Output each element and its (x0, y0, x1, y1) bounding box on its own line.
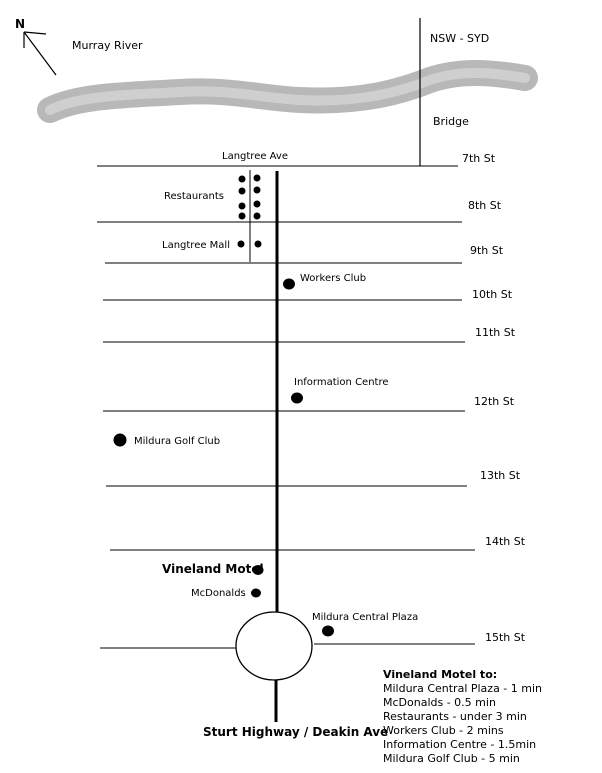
street-label-8th: 8th St (468, 199, 502, 212)
bridge-label: Bridge (433, 115, 469, 128)
mcdonalds-label: McDonalds (191, 588, 246, 599)
compass-north-label: N (15, 17, 26, 31)
street-label-14th: 14th St (485, 535, 526, 548)
legend-line: Mildura Golf Club - 5 min (383, 752, 520, 765)
legend-line: Information Centre - 1.5min (383, 738, 537, 751)
legend-line: Workers Club - 2 mins (383, 724, 504, 737)
workers-club-label: Workers Club (300, 273, 367, 284)
restaurant-dot (239, 176, 246, 183)
compass-arrow-head-right (24, 32, 46, 34)
restaurant-dot (239, 213, 246, 220)
restaurant-dot (254, 175, 261, 182)
direction-label: NSW - SYD (430, 32, 490, 45)
street-label-9th: 9th St (470, 244, 504, 257)
motel-label: Vineland Motel (162, 562, 264, 576)
legend-line: Mildura Central Plaza - 1 min (383, 682, 543, 695)
mall-dot (255, 241, 262, 248)
highway-label: Sturt Highway / Deakin Ave (203, 725, 389, 739)
river-label: Murray River (72, 39, 143, 52)
central-plaza-marker (322, 626, 334, 637)
mall-dot (238, 241, 245, 248)
langtree-mall-label: Langtree Mall (162, 240, 230, 251)
mcdonalds-marker (251, 589, 261, 598)
restaurant-dot (239, 203, 246, 210)
legend-line: McDonalds - 0.5 min (383, 696, 496, 709)
workers-club-marker (283, 279, 295, 290)
golf-club-marker (114, 434, 127, 447)
legend-line: Restaurants - under 3 min (383, 710, 527, 723)
information-centre-marker (291, 393, 303, 404)
street-label-15th: 15th St (485, 631, 526, 644)
restaurant-dot (239, 188, 246, 195)
compass-arrow-shaft (24, 32, 56, 75)
legend-title: Vineland Motel to: (383, 668, 498, 681)
information-centre-label: Information Centre (294, 377, 389, 388)
roundabout (236, 612, 312, 680)
langtree-ave-label: Langtree Ave (222, 151, 289, 162)
restaurant-dot (254, 201, 261, 208)
travel-times-legend (383, 668, 542, 765)
restaurant-dot (254, 187, 261, 194)
street-label-13th: 13th St (480, 469, 521, 482)
restaurants-label: Restaurants (164, 191, 224, 202)
street-label-12th: 12th St (474, 395, 515, 408)
street-label-7th: 7th St (462, 152, 496, 165)
restaurant-dot (254, 213, 261, 220)
golf-club-label: Mildura Golf Club (134, 436, 221, 447)
central-plaza-label: Mildura Central Plaza (312, 612, 419, 623)
street-label-11th: 11th St (475, 326, 516, 339)
street-label-10th: 10th St (472, 288, 513, 301)
compass (15, 17, 56, 75)
